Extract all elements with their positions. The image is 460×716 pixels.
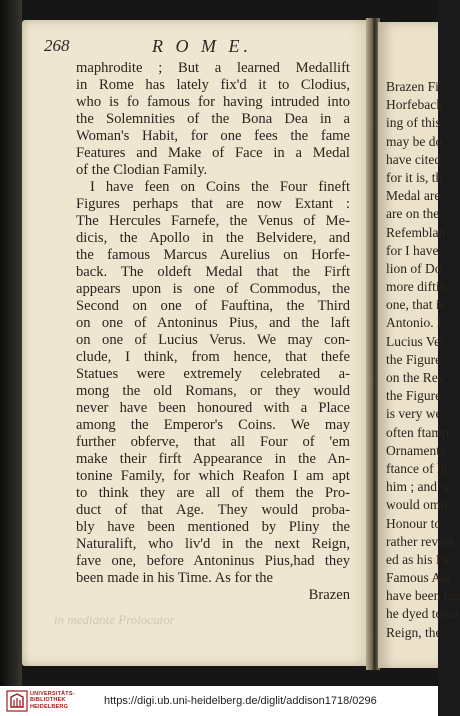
text-line: Figures perhaps that are now Extant : xyxy=(76,196,350,212)
facing-page-line: often ftamp xyxy=(386,424,449,440)
facing-page-line: have been ma xyxy=(386,588,460,604)
facing-page-line: rather revere xyxy=(386,533,455,549)
text-line: dicis, the Apollo in the Belvidere, and xyxy=(76,230,350,246)
bleed-through-text: in mediante Prolocutor xyxy=(54,612,175,627)
text-line: make their firft Appearance in the An- xyxy=(76,451,350,467)
facing-page-line: Medal are xyxy=(386,188,441,204)
text-line: Features and Make of Face in a Medal xyxy=(76,145,350,161)
facing-page-line: is very we xyxy=(386,406,442,422)
facing-page-line: he dyed towa xyxy=(386,606,458,622)
facing-page-line: for it is, th xyxy=(386,169,443,185)
facing-page-line: Lucius Ver xyxy=(386,333,445,349)
book-binding xyxy=(0,0,22,686)
facing-page-text xyxy=(386,78,460,642)
facing-page-line: the Figure xyxy=(386,388,442,404)
text-line: the famous Marcus Aurelius on Horfe- xyxy=(76,247,350,263)
text-line: Second on one of Fauftina, the Third xyxy=(76,298,350,314)
page-number: 268 xyxy=(44,36,70,55)
facing-page-line: ed as his Pa xyxy=(386,551,450,567)
text-line: further obferve, that all Four of 'em xyxy=(76,434,350,450)
text-line: on one of Lucius Verus. We may con- xyxy=(76,332,350,348)
facing-page-line: Reign, the xyxy=(386,624,442,640)
text-line: bly have been mentioned by Pliny the xyxy=(76,519,350,535)
facing-page-line: Famous Aut xyxy=(386,570,452,586)
running-head: R O M E. xyxy=(152,36,252,56)
facing-page-line: Brazen Fi xyxy=(386,79,439,94)
facing-page-line: may be do xyxy=(386,133,443,149)
text-line: maphrodite ; But a learned Medallift xyxy=(76,60,350,76)
university-seal-icon xyxy=(6,690,28,712)
text-line: Statues were extremely celebrated a- xyxy=(76,366,350,382)
text-line: never have been honoured with a Place xyxy=(76,400,350,416)
facing-page-line: for I have xyxy=(386,242,439,258)
text-line: tonine Family, for which Reafon I am apt xyxy=(76,468,350,484)
text-line: back. The oldeft Medal that the Firft xyxy=(76,264,350,280)
text-line: in Rome has lately fix'd it to Clodius, xyxy=(76,77,350,93)
facing-page-line: Antonio. I xyxy=(386,315,442,331)
page-body xyxy=(76,60,350,604)
text-line: among the Emperor's Coins. We may xyxy=(76,417,350,433)
facing-page-line: the Figure xyxy=(386,351,442,367)
text-line: of the Clodian Family. xyxy=(76,162,208,178)
right-page xyxy=(378,22,460,668)
text-line: to think they are all of them the Pro- xyxy=(76,485,350,501)
text-line: duct of that Age. They would proba- xyxy=(76,502,350,518)
text-line: mong the old Romans, or they would xyxy=(76,383,350,399)
facing-page-line: Refemblan xyxy=(386,224,446,240)
text-line: I have feen on Coins the Four fineft xyxy=(90,179,350,195)
facing-page-line: one, that is xyxy=(386,297,445,313)
facing-page-line: Ornaments xyxy=(386,442,446,458)
text-line: Naturalift, who liv'd in the next Reign, xyxy=(76,536,350,552)
text-line: fave one, before Antoninus Pius,had they xyxy=(76,553,350,569)
facing-page-line: Horfeback xyxy=(386,97,443,113)
facing-page-line: ftance of hi xyxy=(386,460,448,476)
facing-page-line: are on the xyxy=(386,206,440,222)
facing-page-line: more diftin xyxy=(386,279,447,295)
text-line: appears upon is one of Commodus, the xyxy=(76,281,350,297)
facing-page-line: lion of Do xyxy=(386,260,442,276)
facing-page-line: him ; and w xyxy=(386,479,451,495)
facing-page-line: have cited xyxy=(386,151,442,167)
text-line: been made in his Time. As for the xyxy=(76,570,274,586)
text-line: the Solemnities of the Bona Dea in a xyxy=(76,111,350,127)
text-line: on one of Antoninus Pius, and the laft xyxy=(76,315,350,331)
text-line: Woman's Habit, for one fees the fame xyxy=(76,128,350,144)
text-line: who is fo famous for having intruded into xyxy=(76,94,350,110)
text-line: clude, I think, from hence, that thefe xyxy=(76,349,350,365)
catchword: Brazen xyxy=(308,587,350,603)
facing-page-line: would omit xyxy=(386,497,448,513)
facing-page-line: Honour to xyxy=(386,515,442,531)
source-url[interactable]: https://digi.ub.uni-heidelberg.de/diglit/addison1718/0296 xyxy=(104,695,377,707)
library-logo-text: UNIVERSITÄTS- BIBLIOTHEK HEIDELBERG xyxy=(30,691,75,710)
facing-page-line: on the Rev xyxy=(386,370,445,385)
facing-page-line: ing of this xyxy=(386,115,441,131)
page-header xyxy=(44,36,354,60)
viewer-footer xyxy=(0,686,438,716)
text-line: The Hercules Farnefe, the Venus of Me- xyxy=(76,213,350,229)
